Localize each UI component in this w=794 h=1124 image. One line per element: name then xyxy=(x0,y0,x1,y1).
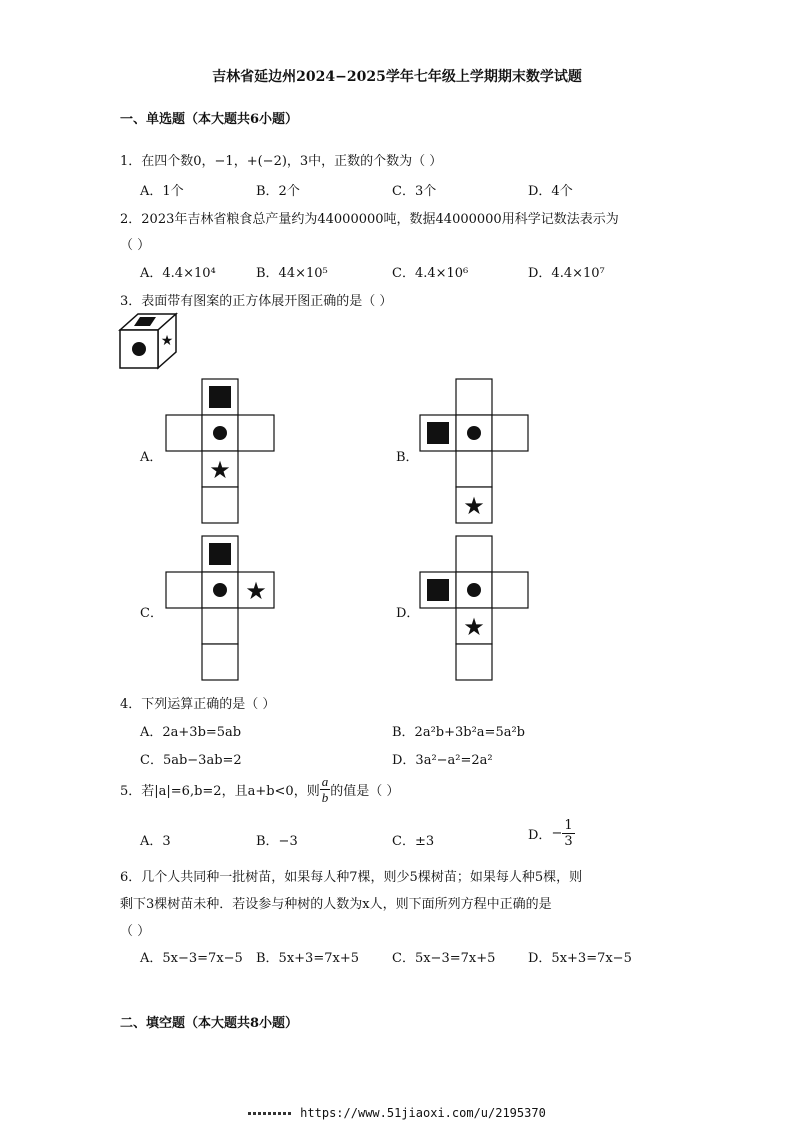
q5-fraction-denominator: b xyxy=(321,790,329,805)
circle-icon xyxy=(467,426,481,440)
square-icon xyxy=(209,543,231,565)
question-5-stem xyxy=(120,774,399,805)
q5-option-d-label: D． xyxy=(528,828,552,843)
square-icon xyxy=(427,422,449,444)
section-heading-fill-blank: 二、填空题（本大题共8小题） xyxy=(120,1016,299,1031)
star-icon: ★ xyxy=(463,492,485,520)
question-6-stem-line3: （ ） xyxy=(120,924,151,939)
q5-fraction xyxy=(320,774,331,805)
q4-option-c: C．5ab−3ab=2 xyxy=(140,753,242,768)
q5-option-c: C．±3 xyxy=(392,834,435,849)
q1-option-b: B．2个 xyxy=(256,184,300,199)
question-6-stem-line1: 6．几个人共同种一批树苗，如果每人种7棵，则少5棵树苗；如果每人种5棵，则 xyxy=(120,870,583,885)
q5-option-d-denominator: 3 xyxy=(564,834,573,849)
q6-option-b: B．5x+3=7x+5 xyxy=(256,951,359,966)
footer-url[interactable]: https://www.51jiaoxi.com/u/2195370 xyxy=(300,1106,546,1120)
question-6-stem-line2: 剩下3棵树苗未种．若设参与种树的人数为x人，则下面所列方程中正确的是 xyxy=(120,897,552,912)
q1-option-d: D．4个 xyxy=(528,184,573,199)
star-icon: ★ xyxy=(463,613,485,641)
q3-label-a: A． xyxy=(140,450,163,465)
page-title: 吉林省延边州2024−2025学年七年级上学期期末数学试题 xyxy=(212,69,582,85)
cube-net-d xyxy=(418,535,530,683)
q5-stem-part2: 的值是（ ） xyxy=(330,784,400,799)
circle-icon xyxy=(132,342,146,356)
footer-link[interactable] xyxy=(0,1106,794,1120)
q1-option-a: A．1个 xyxy=(140,184,184,199)
square-icon xyxy=(209,386,231,408)
watermark-logo xyxy=(248,1112,292,1115)
q1-option-c: C．3个 xyxy=(392,184,437,199)
q5-option-d-sign: − xyxy=(551,826,563,841)
question-4-stem: 4．下列运算正确的是（ ） xyxy=(120,697,276,712)
q6-option-a: A．5x−3=7x−5 xyxy=(140,951,243,966)
question-1-stem: 1．在四个数0，−1，+(−2)，3中，正数的个数为（ ） xyxy=(120,154,443,169)
q5-option-d xyxy=(528,818,575,849)
cube-net-b xyxy=(418,378,530,526)
q2-option-a: A．4.4×10⁴ xyxy=(140,266,216,281)
q5-fraction-numerator: a xyxy=(321,774,329,789)
q4-option-d: D．3a²−a²=2a² xyxy=(392,753,493,768)
cube-net-c xyxy=(164,535,276,683)
q5-option-a: A．3 xyxy=(140,834,171,849)
circle-icon xyxy=(467,583,481,597)
q2-option-b: B．44×10⁵ xyxy=(256,266,328,281)
cube-figure xyxy=(118,312,182,370)
question-2-stem: 2．2023年吉林省粮食总产量约为44000000吨，数据44000000用科学记数法表示为 xyxy=(120,212,619,227)
q5-stem-part1: 5．若|a|=6,b=2，且a+b<0，则 xyxy=(120,784,320,799)
q5-option-b: B．−3 xyxy=(256,834,298,849)
q4-option-b: B．2a²b+3b²a=5a²b xyxy=(392,725,526,740)
circle-icon xyxy=(213,426,227,440)
question-3-stem: 3．表面带有图案的正方体展开图正确的是（ ） xyxy=(120,294,393,309)
q2-option-c: C．4.4×10⁶ xyxy=(392,266,469,281)
star-icon: ★ xyxy=(160,333,174,349)
square-icon xyxy=(427,579,449,601)
q6-option-c: C．5x−3=7x+5 xyxy=(392,951,496,966)
q5-option-d-fraction xyxy=(562,818,574,849)
cube-net-a xyxy=(164,378,276,526)
section-heading-single-choice: 一、单选题（本大题共6小题） xyxy=(120,112,299,127)
star-icon: ★ xyxy=(209,456,231,484)
q6-option-d: D．5x+3=7x−5 xyxy=(528,951,632,966)
q2-option-d: D．4.4×10⁷ xyxy=(528,266,605,281)
q3-label-d: D． xyxy=(396,606,420,621)
q5-option-d-numerator: 1 xyxy=(564,818,573,833)
q3-label-b: B． xyxy=(396,450,419,465)
q4-option-a: A．2a+3b=5ab xyxy=(140,725,242,740)
star-icon: ★ xyxy=(245,577,267,605)
q3-label-c: C． xyxy=(140,606,163,621)
question-2-stem-line2: （ ） xyxy=(120,238,151,253)
circle-icon xyxy=(213,583,227,597)
